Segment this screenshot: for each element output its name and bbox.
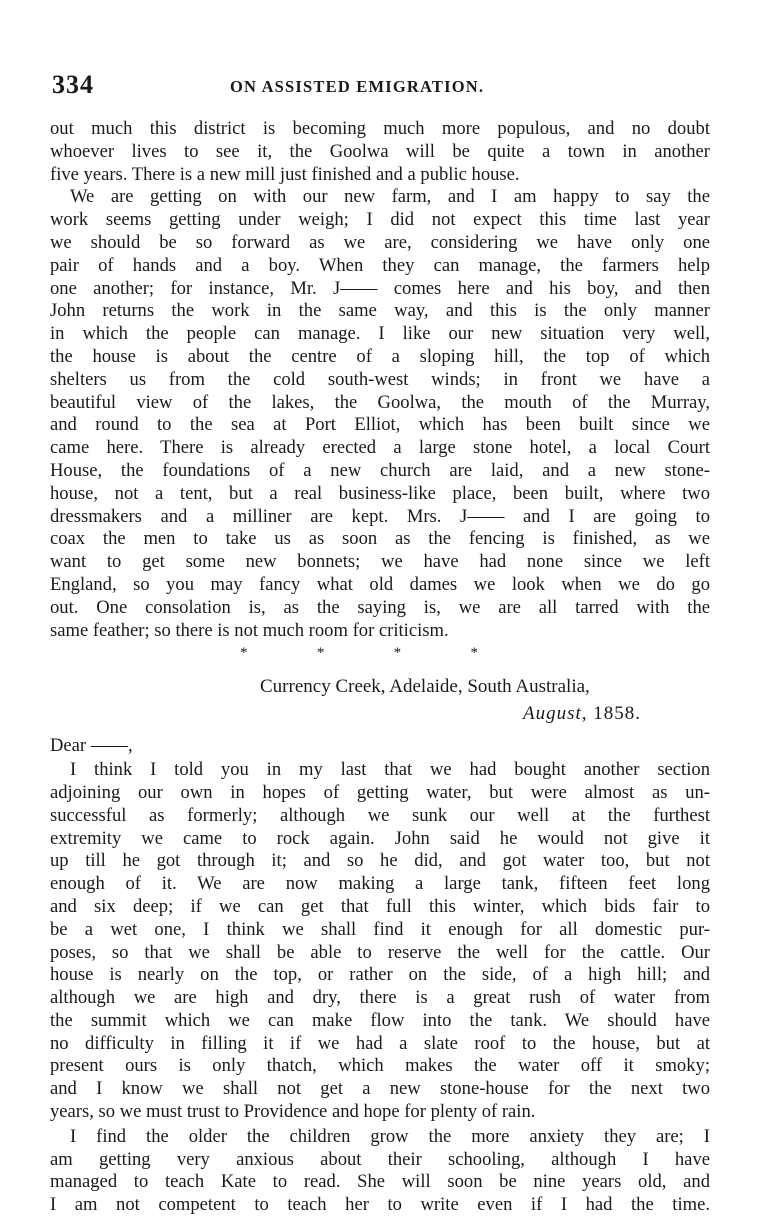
text-line: John returns the work in the same way, and this is the only manner xyxy=(50,300,710,322)
text-line: up till he got through it; and so he did, and got water too, but not xyxy=(50,850,710,872)
text-line: no difficulty in filling it if we had a slate roof to the house, but at xyxy=(50,1032,710,1054)
text-line: I find the older the children grow the more anxiety they are; I xyxy=(70,1125,710,1147)
text-line: extremity we came to rock again. John said he would not give it xyxy=(50,827,710,849)
text-line: England, so you may fancy what old dames we look when we do go xyxy=(50,573,710,595)
text-line: House, the foundations of a new church are laid, and a new stone- xyxy=(50,459,710,481)
text-line: the house is about the centre of a sloping hill, the top of which xyxy=(50,345,710,367)
letter-salutation: Dear ——, xyxy=(50,735,133,757)
asterisk: * xyxy=(393,645,402,662)
text-line: I think I told you in my last that we had bought another section xyxy=(70,759,710,781)
text-line: successful as formerly; although we sunk our well at the furthest xyxy=(50,804,710,826)
dateline-year: 1858. xyxy=(593,703,642,725)
text-line: although we are high and dry, there is a great rush of water from xyxy=(50,987,710,1009)
text-line: adjoining our own in hopes of getting water, but were almost as un- xyxy=(50,781,710,803)
text-line: out. One consolation is, as the saying is, we are all tarred with the xyxy=(50,596,710,618)
letter-dateline-date xyxy=(50,700,710,727)
text-line: work seems getting under weigh; I did not expect this time last year xyxy=(50,209,710,231)
asterisk: * xyxy=(316,645,325,662)
text-line: one another; for instance, Mr. J—— comes here and his boy, and then xyxy=(50,277,710,299)
text-line: shelters us from the cold south-west winds; in front we have a xyxy=(50,368,710,390)
dateline-month: August, xyxy=(523,703,588,725)
text-line: We are getting on with our new farm, and I am happy to say the xyxy=(70,186,710,208)
running-head xyxy=(52,70,712,100)
letter-dateline-place: Currency Creek, Adelaide, South Australia, xyxy=(260,676,590,698)
text-line: pair of hands and a boy. When they can manage, the farmers help xyxy=(50,254,710,276)
text-line: house is nearly on the top, or rather on the side, of a high hill; and xyxy=(50,964,710,986)
text-line: same feather; so there is not much room for criticism. xyxy=(50,619,449,641)
text-line: am getting very anxious about their schooling, although I have xyxy=(50,1148,710,1170)
text-line: we should be so forward as we are, considering we have only one xyxy=(50,231,710,253)
text-line: in which the people can manage. I like our new situation very well, xyxy=(50,323,710,345)
text-line: house, not a tent, but a real business-like place, been built, where two xyxy=(50,482,710,504)
paragraph-farm xyxy=(50,186,710,642)
text-line: poses, so that we shall be able to reserve the well for the cattle. Our xyxy=(50,941,710,963)
asterisk: * xyxy=(470,645,478,662)
text-line: managed to teach Kate to read. She will soon be nine years old, and xyxy=(50,1171,710,1193)
text-line: beautiful view of the lakes, the Goolwa, the mouth of the Murray, xyxy=(50,391,710,413)
text-line: and round to the sea at Port Elliot, which has been built since we xyxy=(50,414,710,436)
text-line: five years. There is a new mill just finished and a public house. xyxy=(50,163,520,185)
text-line: came here. There is already erected a large stone hotel, a local Court xyxy=(50,437,710,459)
text-line: dressmakers and a milliner are kept. Mrs. J—— and I are going to xyxy=(50,505,710,527)
text-line: present ours is only thatch, which makes the water off it smoky; xyxy=(50,1055,710,1077)
text-line: the summit which we can make flow into the tank. We should have xyxy=(50,1009,710,1031)
asterisk: * xyxy=(240,645,248,662)
text-line: and six deep; if we can get that full this winter, which bids fair to xyxy=(50,895,710,917)
text-line: and I know we shall not get a new stone-house for the next two xyxy=(50,1078,710,1100)
text-line: out much this district is becoming much more populous, and no doubt xyxy=(50,118,710,139)
page-number: 334 xyxy=(52,70,94,99)
text-line: years, so we must trust to Providence and hope for plenty of rain. xyxy=(50,1101,536,1123)
text-line: I am not competent to teach her to write even if I had the time. xyxy=(50,1194,710,1216)
text-line: enough of it. We are now making a large tank, fifteen feet long xyxy=(50,873,710,895)
text-line: be a wet one, I think we shall find it enough for all domestic pur- xyxy=(50,918,710,940)
text-line: want to get some new bonnets; we have had none since we left xyxy=(50,551,710,573)
paragraph-children xyxy=(50,1126,710,1217)
body-text xyxy=(50,118,710,1217)
running-title: ON ASSISTED EMIGRATION. xyxy=(230,77,485,96)
section-break-asterisks xyxy=(240,642,478,665)
paragraph-continuation xyxy=(50,118,710,186)
text-line: whoever lives to see it, the Goolwa will be quite a town in another xyxy=(50,140,710,162)
text-line: coax the men to take us as soon as the fencing is finished, as we xyxy=(50,528,710,550)
paragraph-water xyxy=(50,759,710,1124)
